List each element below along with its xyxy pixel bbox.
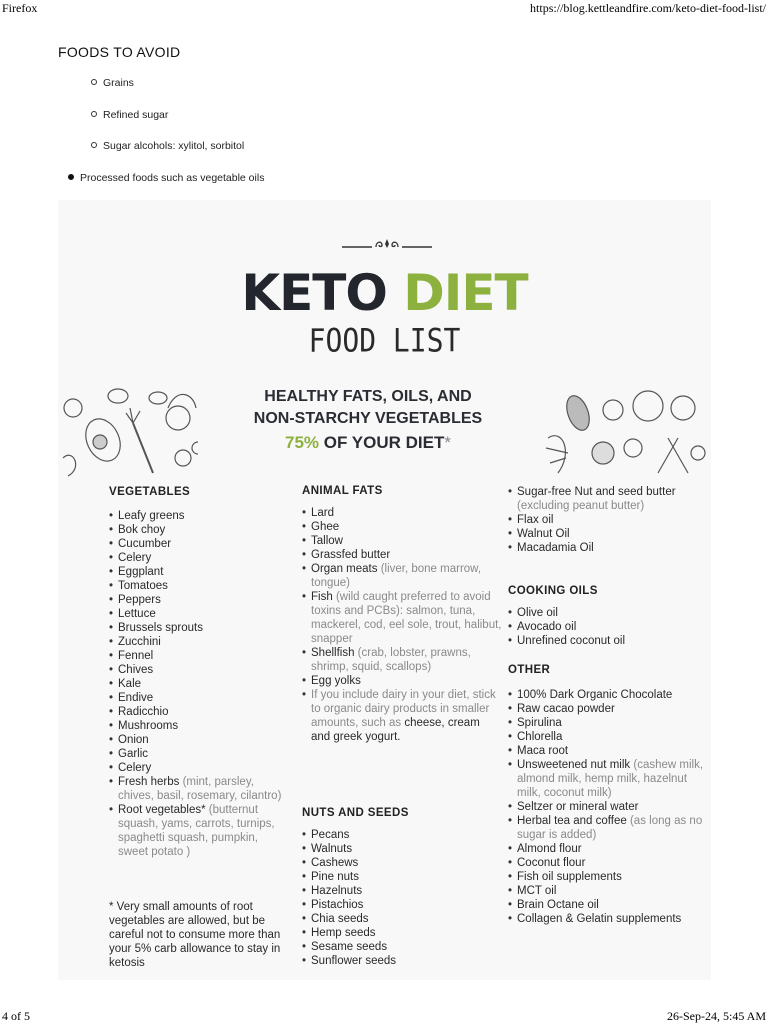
list-item: • Endive xyxy=(109,691,289,705)
tagline-percentage: 75% xyxy=(285,433,320,452)
list-item: • Shellfish (crab, lobster, prawns, shrimp, squid, scallops) xyxy=(302,646,502,674)
list-item: • Chives xyxy=(109,663,289,677)
list-item: • Coconut flour xyxy=(508,856,708,870)
list-item: • Seltzer or mineral water xyxy=(508,800,708,814)
tagline-of-your-diet: OF YOUR DIET xyxy=(323,433,445,452)
list-item: • Chlorella xyxy=(508,730,708,744)
cooking-oils-list xyxy=(508,606,708,648)
tagline-line-2: NON-STARCHY VEGETABLES xyxy=(253,410,483,427)
list-item: • Kale xyxy=(109,677,289,691)
list-item: • Tallow xyxy=(302,534,502,548)
list-item: • Lettuce xyxy=(109,607,289,621)
poster-headline xyxy=(58,264,711,322)
list-item: • Egg yolks xyxy=(302,674,502,688)
avoid-item-refined-sugar: Refined sugar xyxy=(91,109,168,121)
list-item: • Tomatoes xyxy=(109,579,289,593)
list-item: • Root vegetables* (butternut squash, yams, carrots, turnips, spaghetti squash, pumpkin, sweet potato ) xyxy=(109,803,289,859)
list-item: • Avocado oil xyxy=(508,620,708,634)
poster-subtitle: FOOD LIST xyxy=(308,321,461,360)
tagline-line-3 xyxy=(198,433,538,453)
vegetable-sketch-left-icon xyxy=(58,378,198,478)
list-item: • Walnut Oil xyxy=(508,527,708,541)
list-item: • Fish (wild caught preferred to avoid toxins and PCBs): salmon, tuna, mackerel, cod, eel sole, trout, halibut, snapper xyxy=(302,590,502,646)
list-item: • Maca root xyxy=(508,744,708,758)
list-item: • MCT oil xyxy=(508,884,708,898)
list-item: • 100% Dark Organic Chocolate xyxy=(508,688,708,702)
list-item: • Pecans xyxy=(302,828,502,842)
list-item: • Garlic xyxy=(109,747,289,761)
list-item: • Cashews xyxy=(302,856,502,870)
list-item: • Fresh herbs (mint, parsley, chives, basil, rosemary, cilantro) xyxy=(109,775,289,803)
vegetable-sketch-right-icon xyxy=(538,378,711,478)
root-vegetables-footnote: * Very small amounts of root vegetables are allowed, but be careful not to consume more than your 5% carb allowance to stay in ketosis xyxy=(109,901,281,969)
list-item: • Zucchini xyxy=(109,635,289,649)
avoid-item-processed-foods: Processed foods such as vegetable oils xyxy=(68,172,264,184)
list-item: • Chia seeds xyxy=(302,912,502,926)
list-item: • Spirulina xyxy=(508,716,708,730)
list-item: • Peppers xyxy=(109,593,289,607)
list-item: • Mushrooms xyxy=(109,719,289,733)
avoid-item-sugar-alcohols: Sugar alcohols: xylitol, sorbitol xyxy=(91,140,244,152)
tagline-line-1: HEALTHY FATS, OILS, AND xyxy=(264,388,472,405)
browser-name: Firefox xyxy=(2,1,38,15)
keto-food-list-poster xyxy=(58,200,711,980)
list-item: • Hazelnuts xyxy=(302,884,502,898)
other-list xyxy=(508,688,708,926)
list-item: • Brain Octane oil xyxy=(508,898,708,912)
animal-fats-heading: ANIMAL FATS xyxy=(302,485,383,497)
print-header xyxy=(0,0,768,16)
list-item: • Collagen & Gelatin supplements xyxy=(508,912,708,926)
list-item: • Bok choy xyxy=(109,523,289,537)
list-item: • Brussels sprouts xyxy=(109,621,289,635)
list-item: • Sugar-free Nut and seed butter (excluding peanut butter) xyxy=(508,485,708,513)
page-number: 4 of 5 xyxy=(2,1009,30,1023)
list-item: • Celery xyxy=(109,551,289,565)
hollow-bullet-icon xyxy=(91,79,97,85)
vegetables-heading: VEGETABLES xyxy=(109,486,191,498)
list-item: • Sunflower seeds xyxy=(302,954,502,968)
print-footer xyxy=(0,1008,768,1024)
foods-to-avoid-heading: FOODS TO AVOID xyxy=(58,44,181,60)
list-item: • Almond flour xyxy=(508,842,708,856)
list-item: • Sesame seeds xyxy=(302,940,502,954)
list-item: • Grassfed butter xyxy=(302,548,502,562)
headline-diet: DIET xyxy=(403,264,528,322)
list-item: • Celery xyxy=(109,761,289,775)
list-item: • Fennel xyxy=(109,649,289,663)
list-item: • Unsweetened nut milk (cashew milk, almond milk, hemp milk, hazelnut milk, coconut milk) xyxy=(508,758,708,800)
animal-fats-list xyxy=(302,506,502,744)
hollow-bullet-icon xyxy=(91,142,97,148)
list-item: • Radicchio xyxy=(109,705,289,719)
vegetables-list xyxy=(109,509,289,859)
ornament-divider-icon xyxy=(342,237,432,251)
list-item: • Raw cacao powder xyxy=(508,702,708,716)
list-item: • Flax oil xyxy=(508,513,708,527)
list-item: • Organ meats (liver, bone marrow, tongue) xyxy=(302,562,502,590)
list-item: • Cucumber xyxy=(109,537,289,551)
avoid-item-grains: Grains xyxy=(91,77,134,89)
list-item: • Macadamia Oil xyxy=(508,541,708,555)
list-item: • Pistachios xyxy=(302,898,502,912)
list-item: • Eggplant xyxy=(109,565,289,579)
nut-butter-oils-list xyxy=(508,485,708,555)
list-item: • If you include dairy in your diet, stick to organic dairy products in smaller amounts, such as cheese, cream and greek yogurt. xyxy=(302,688,502,744)
cooking-oils-heading: COOKING OILS xyxy=(508,585,598,597)
list-item: • Pine nuts xyxy=(302,870,502,884)
list-item: • Lard xyxy=(302,506,502,520)
list-item: • Onion xyxy=(109,733,289,747)
list-item: • Unrefined coconut oil xyxy=(508,634,708,648)
other-heading: OTHER xyxy=(508,664,551,676)
print-datetime: 26-Sep-24, 5:45 AM xyxy=(667,1009,766,1023)
nuts-seeds-list xyxy=(302,828,502,968)
list-item: • Leafy greens xyxy=(109,509,289,523)
list-item: • Hemp seeds xyxy=(302,926,502,940)
list-item: • Fish oil supplements xyxy=(508,870,708,884)
list-item: • Olive oil xyxy=(508,606,708,620)
page-url: https://blog.kettleandfire.com/keto-diet-food-list/ xyxy=(530,1,766,15)
list-item: • Herbal tea and coffee (as long as no sugar is added) xyxy=(508,814,708,842)
tagline-asterisk: * xyxy=(444,433,451,452)
list-item: • Ghee xyxy=(302,520,502,534)
bullet-icon xyxy=(68,174,74,180)
headline-keto: KETO xyxy=(241,264,387,322)
list-item: • Walnuts xyxy=(302,842,502,856)
hollow-bullet-icon xyxy=(91,111,97,117)
nuts-seeds-heading: NUTS AND SEEDS xyxy=(302,807,409,819)
